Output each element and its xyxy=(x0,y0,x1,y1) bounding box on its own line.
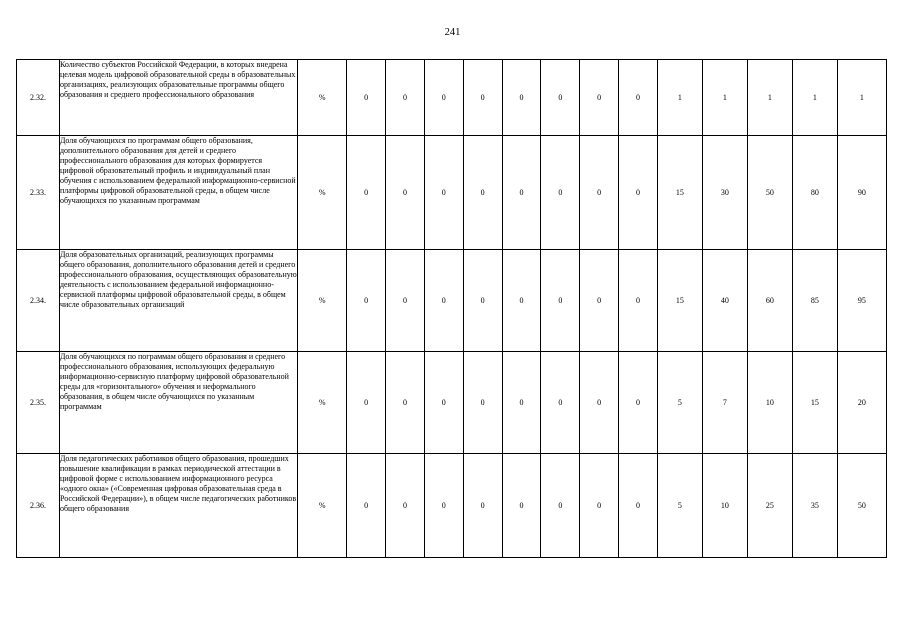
value-cell: 0 xyxy=(463,454,502,558)
value-cell: 0 xyxy=(347,136,386,250)
value-cell: 0 xyxy=(463,352,502,454)
value-cell: 7 xyxy=(702,352,747,454)
value-cell: 0 xyxy=(386,60,425,136)
value-cell: 1 xyxy=(747,60,792,136)
value-cell: 0 xyxy=(502,454,541,558)
value-cell: 0 xyxy=(386,250,425,352)
value-cell: 0 xyxy=(424,454,463,558)
value-cell: 0 xyxy=(580,250,619,352)
indicator-description: Доля обучающихся по программам общего образования, дополнительного образования для детей и среднего профессионального образования для которых формируется цифровой образовательный профиль и индивидуальный план обучения с использованием федеральной информационно-сервисной платформы цифровой образовательной среды, в общем числе обучающихся по указанным программам xyxy=(59,136,297,250)
value-cell: 50 xyxy=(747,136,792,250)
value-cell: 1 xyxy=(837,60,886,136)
unit-cell: % xyxy=(298,454,347,558)
value-cell: 0 xyxy=(580,352,619,454)
row-number: 2.33. xyxy=(17,136,60,250)
indicator-description: Доля обучающихся по пограммам общего образования и среднего профессионального образования, использующих федеральную информационно-сервисную платформу цифровой образовательной среды для «горизонтального» обучения и неформального образования, в общем числе обучающихся по указанным программам xyxy=(59,352,297,454)
value-cell: 80 xyxy=(792,136,837,250)
table-row xyxy=(17,136,887,250)
value-cell: 0 xyxy=(424,60,463,136)
row-number: 2.34. xyxy=(17,250,60,352)
value-cell: 0 xyxy=(619,250,658,352)
value-cell: 0 xyxy=(502,136,541,250)
value-cell: 90 xyxy=(837,136,886,250)
indicator-description: Доля образовательных организаций, реализующих программы общего образования, дополнительного образования детей и среднего профессионального образования, осуществляющих образовательную деятельность с использованием федеральной информационно-сервисной платформы цифровой образовательной среды, в общем числе образовательных организаций xyxy=(59,250,297,352)
value-cell: 0 xyxy=(502,60,541,136)
value-cell: 15 xyxy=(792,352,837,454)
table-row xyxy=(17,250,887,352)
row-number: 2.32. xyxy=(17,60,60,136)
table-row xyxy=(17,454,887,558)
value-cell: 0 xyxy=(347,60,386,136)
value-cell: 0 xyxy=(541,454,580,558)
value-cell: 40 xyxy=(702,250,747,352)
value-cell: 0 xyxy=(580,60,619,136)
value-cell: 0 xyxy=(580,136,619,250)
value-cell: 0 xyxy=(619,136,658,250)
value-cell: 0 xyxy=(424,136,463,250)
unit-cell: % xyxy=(298,136,347,250)
value-cell: 0 xyxy=(541,60,580,136)
value-cell: 0 xyxy=(502,250,541,352)
page-number: 241 xyxy=(444,27,461,38)
unit-cell: % xyxy=(298,60,347,136)
value-cell: 0 xyxy=(541,250,580,352)
value-cell: 1 xyxy=(657,60,702,136)
value-cell: 1 xyxy=(792,60,837,136)
value-cell: 0 xyxy=(386,352,425,454)
value-cell: 0 xyxy=(386,454,425,558)
row-number: 2.35. xyxy=(17,352,60,454)
value-cell: 15 xyxy=(657,250,702,352)
value-cell: 25 xyxy=(747,454,792,558)
value-cell: 0 xyxy=(347,454,386,558)
value-cell: 5 xyxy=(657,352,702,454)
value-cell: 0 xyxy=(619,454,658,558)
value-cell: 30 xyxy=(702,136,747,250)
indicator-description: Доля педагогических работников общего образования, прошедших повышение квалификации в рамках периодической аттестации в цифровой форме с использованием информационного ресурса «одного окна» («Современная цифровая образовательная среда в Российской Федерации»), в общем числе педагогических работников общего образования xyxy=(59,454,297,558)
value-cell: 10 xyxy=(702,454,747,558)
value-cell: 0 xyxy=(619,60,658,136)
unit-cell: % xyxy=(298,250,347,352)
indicators-table xyxy=(16,59,887,558)
value-cell: 0 xyxy=(424,250,463,352)
table-row xyxy=(17,60,887,136)
value-cell: 0 xyxy=(347,250,386,352)
value-cell: 50 xyxy=(837,454,886,558)
value-cell: 1 xyxy=(702,60,747,136)
value-cell: 0 xyxy=(463,60,502,136)
value-cell: 10 xyxy=(747,352,792,454)
value-cell: 15 xyxy=(657,136,702,250)
value-cell: 0 xyxy=(541,352,580,454)
unit-cell: % xyxy=(298,352,347,454)
value-cell: 0 xyxy=(463,250,502,352)
value-cell: 0 xyxy=(424,352,463,454)
value-cell: 35 xyxy=(792,454,837,558)
value-cell: 85 xyxy=(792,250,837,352)
value-cell: 0 xyxy=(463,136,502,250)
value-cell: 0 xyxy=(619,352,658,454)
value-cell: 0 xyxy=(502,352,541,454)
table-row xyxy=(17,352,887,454)
row-number: 2.36. xyxy=(17,454,60,558)
value-cell: 0 xyxy=(386,136,425,250)
value-cell: 95 xyxy=(837,250,886,352)
value-cell: 20 xyxy=(837,352,886,454)
indicator-description: Количество субъектов Российской Федерации, в которых внедрена целевая модель цифровой образовательной среды в образовательных организациях, реализующих образовательные программы общего образования и среднего профессионального образования xyxy=(59,60,297,136)
value-cell: 0 xyxy=(541,136,580,250)
value-cell: 60 xyxy=(747,250,792,352)
value-cell: 0 xyxy=(347,352,386,454)
value-cell: 0 xyxy=(580,454,619,558)
value-cell: 5 xyxy=(657,454,702,558)
